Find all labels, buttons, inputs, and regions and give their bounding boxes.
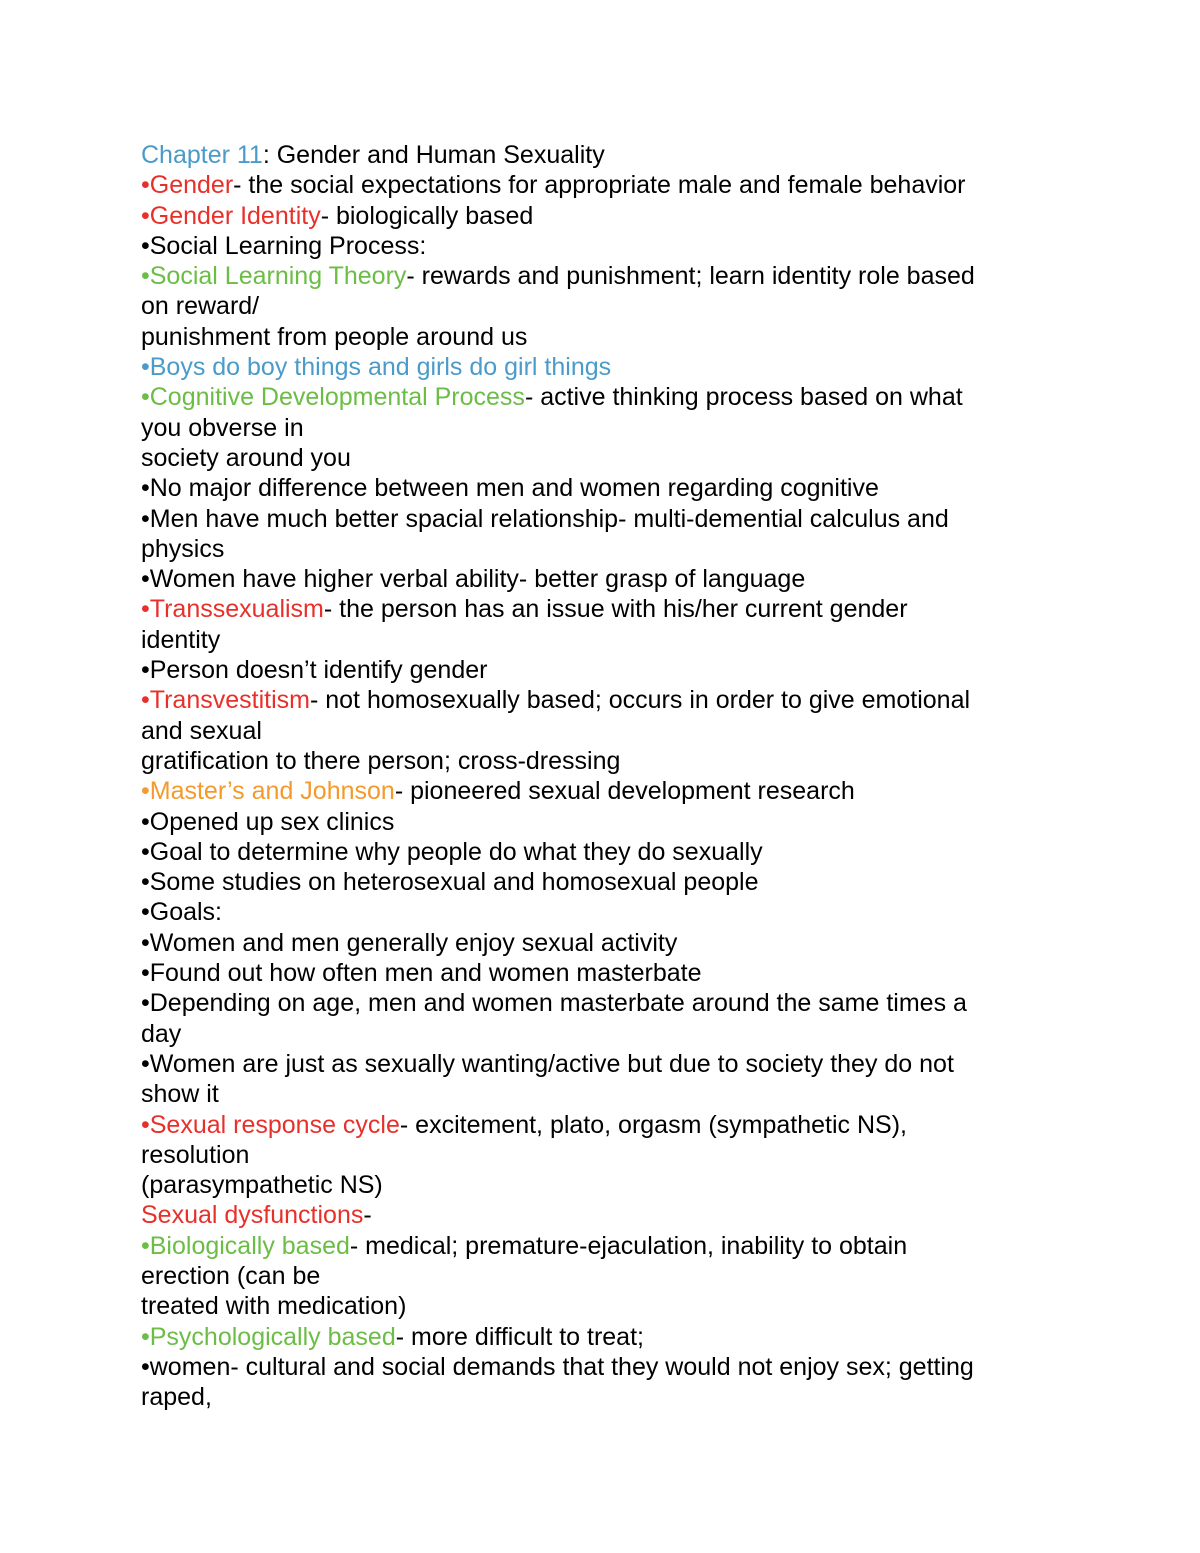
- note-line: [141, 625, 1101, 655]
- line-text: •Men have much better spacial relationship- multi-demential calculus and: [141, 504, 949, 533]
- line-text: •Person doesn’t identify gender: [141, 656, 488, 685]
- highlighted-term: Chapter 11: [141, 141, 263, 169]
- note-line: [141, 261, 1101, 291]
- note-line: [141, 958, 1101, 988]
- line-text: •Women and men generally enjoy sexual activity: [141, 928, 678, 957]
- note-line: [141, 807, 1101, 837]
- line-text: - not homosexually based; occurs in order to give emotional: [309, 686, 971, 715]
- note-line: [141, 1110, 1101, 1140]
- note-line: [141, 1200, 1101, 1230]
- line-text: -: [363, 1201, 372, 1230]
- highlighted-term: •Social Learning Theory: [141, 262, 407, 291]
- note-line: [141, 1079, 1101, 1109]
- note-line: [141, 897, 1101, 927]
- line-text: identity: [141, 625, 221, 654]
- line-text: you obverse in: [141, 413, 304, 442]
- line-text: - active thinking process based on what: [524, 383, 963, 412]
- highlighted-term: •Cognitive Developmental Process: [141, 383, 525, 412]
- line-text: raped,: [141, 1383, 212, 1412]
- note-line: [141, 746, 1101, 776]
- note-line: [141, 1019, 1101, 1049]
- note-line: [141, 170, 1101, 200]
- note-line: [141, 1261, 1101, 1291]
- note-line: [141, 1140, 1101, 1170]
- highlighted-term: •Transsexualism: [141, 595, 324, 624]
- highlighted-term: •Psychologically based: [141, 1322, 396, 1351]
- line-text: •Social Learning Process:: [141, 231, 427, 260]
- line-text: (parasympathetic NS): [141, 1171, 383, 1200]
- highlighted-term: •Boys do boy things and girls do girl things: [141, 353, 612, 382]
- line-text: gratification to there person; cross-dressing: [141, 746, 621, 775]
- note-line: [141, 352, 1101, 382]
- line-text: society around you: [141, 443, 351, 472]
- note-line: [141, 443, 1101, 473]
- note-line: [141, 382, 1101, 412]
- note-line: [141, 1322, 1101, 1352]
- line-text: •Women have higher verbal ability- better grasp of language: [141, 565, 806, 594]
- highlighted-term: •Sexual response cycle: [141, 1110, 400, 1139]
- note-line: [141, 716, 1101, 746]
- line-text: •Goals:: [141, 898, 223, 927]
- note-line: [141, 473, 1101, 503]
- note-line: [141, 988, 1101, 1018]
- highlighted-term: •Biologically based: [141, 1231, 350, 1260]
- line-text: day: [141, 1019, 182, 1048]
- note-line: [141, 564, 1101, 594]
- note-line: [141, 231, 1101, 261]
- line-text: - biologically based: [320, 201, 534, 230]
- line-text: - excitement, plato, orgasm (sympathetic NS),: [399, 1110, 908, 1139]
- note-line: [141, 504, 1101, 534]
- line-text: erection (can be: [141, 1261, 321, 1290]
- note-line: [141, 776, 1101, 806]
- note-line: [141, 534, 1101, 564]
- line-text: - medical; premature-ejaculation, inability to obtain: [349, 1231, 908, 1260]
- note-line: [141, 1231, 1101, 1261]
- note-line: [141, 1291, 1101, 1321]
- line-text: punishment from people around us: [141, 322, 528, 351]
- note-line: [141, 1170, 1101, 1200]
- note-line: [141, 1049, 1101, 1079]
- note-line: [141, 594, 1101, 624]
- note-line: [141, 140, 1101, 170]
- line-text: treated with medication): [141, 1292, 407, 1321]
- highlighted-term: •Gender Identity: [141, 201, 321, 230]
- line-text: •Women are just as sexually wanting/active but due to society they do not: [141, 1049, 954, 1078]
- note-line: [141, 1352, 1101, 1382]
- highlighted-term: •Gender: [141, 171, 234, 200]
- line-text: •Opened up sex clinics: [141, 807, 395, 836]
- lecture-notes: [141, 140, 1101, 1412]
- note-line: [141, 928, 1101, 958]
- note-line: [141, 291, 1101, 321]
- note-line: [141, 837, 1101, 867]
- line-text: - the person has an issue with his/her current gender: [323, 595, 908, 624]
- line-text: •women- cultural and social demands that they would not enjoy sex; getting: [141, 1352, 974, 1381]
- highlighted-term: •Transvestitism: [141, 686, 310, 715]
- note-line: [141, 1382, 1101, 1412]
- line-text: and sexual: [141, 716, 262, 745]
- line-text: - more difficult to treat;: [395, 1322, 644, 1351]
- line-text: - pioneered sexual development research: [394, 777, 855, 806]
- line-text: •No major difference between men and women regarding cognitive: [141, 474, 879, 503]
- line-text: resolution: [141, 1140, 250, 1169]
- line-text: •Found out how often men and women masterbate: [141, 959, 702, 988]
- line-text: on reward/: [141, 292, 260, 321]
- line-text: : Gender and Human Sexuality: [262, 141, 605, 169]
- highlighted-term: •Master’s and Johnson: [141, 777, 395, 806]
- line-text: •Depending on age, men and women masterbate around the same times a: [141, 989, 967, 1018]
- note-line: [141, 201, 1101, 231]
- note-line: [141, 322, 1101, 352]
- note-line: [141, 413, 1101, 443]
- line-text: •Goal to determine why people do what they do sexually: [141, 837, 763, 866]
- highlighted-term: Sexual dysfunctions: [141, 1201, 364, 1230]
- note-line: [141, 867, 1101, 897]
- note-line: [141, 655, 1101, 685]
- line-text: physics: [141, 534, 225, 563]
- line-text: - rewards and punishment; learn identity role based: [406, 262, 975, 291]
- line-text: •Some studies on heterosexual and homosexual people: [141, 868, 759, 897]
- line-text: - the social expectations for appropriate male and female behavior: [233, 171, 966, 200]
- line-text: show it: [141, 1080, 219, 1109]
- note-line: [141, 685, 1101, 715]
